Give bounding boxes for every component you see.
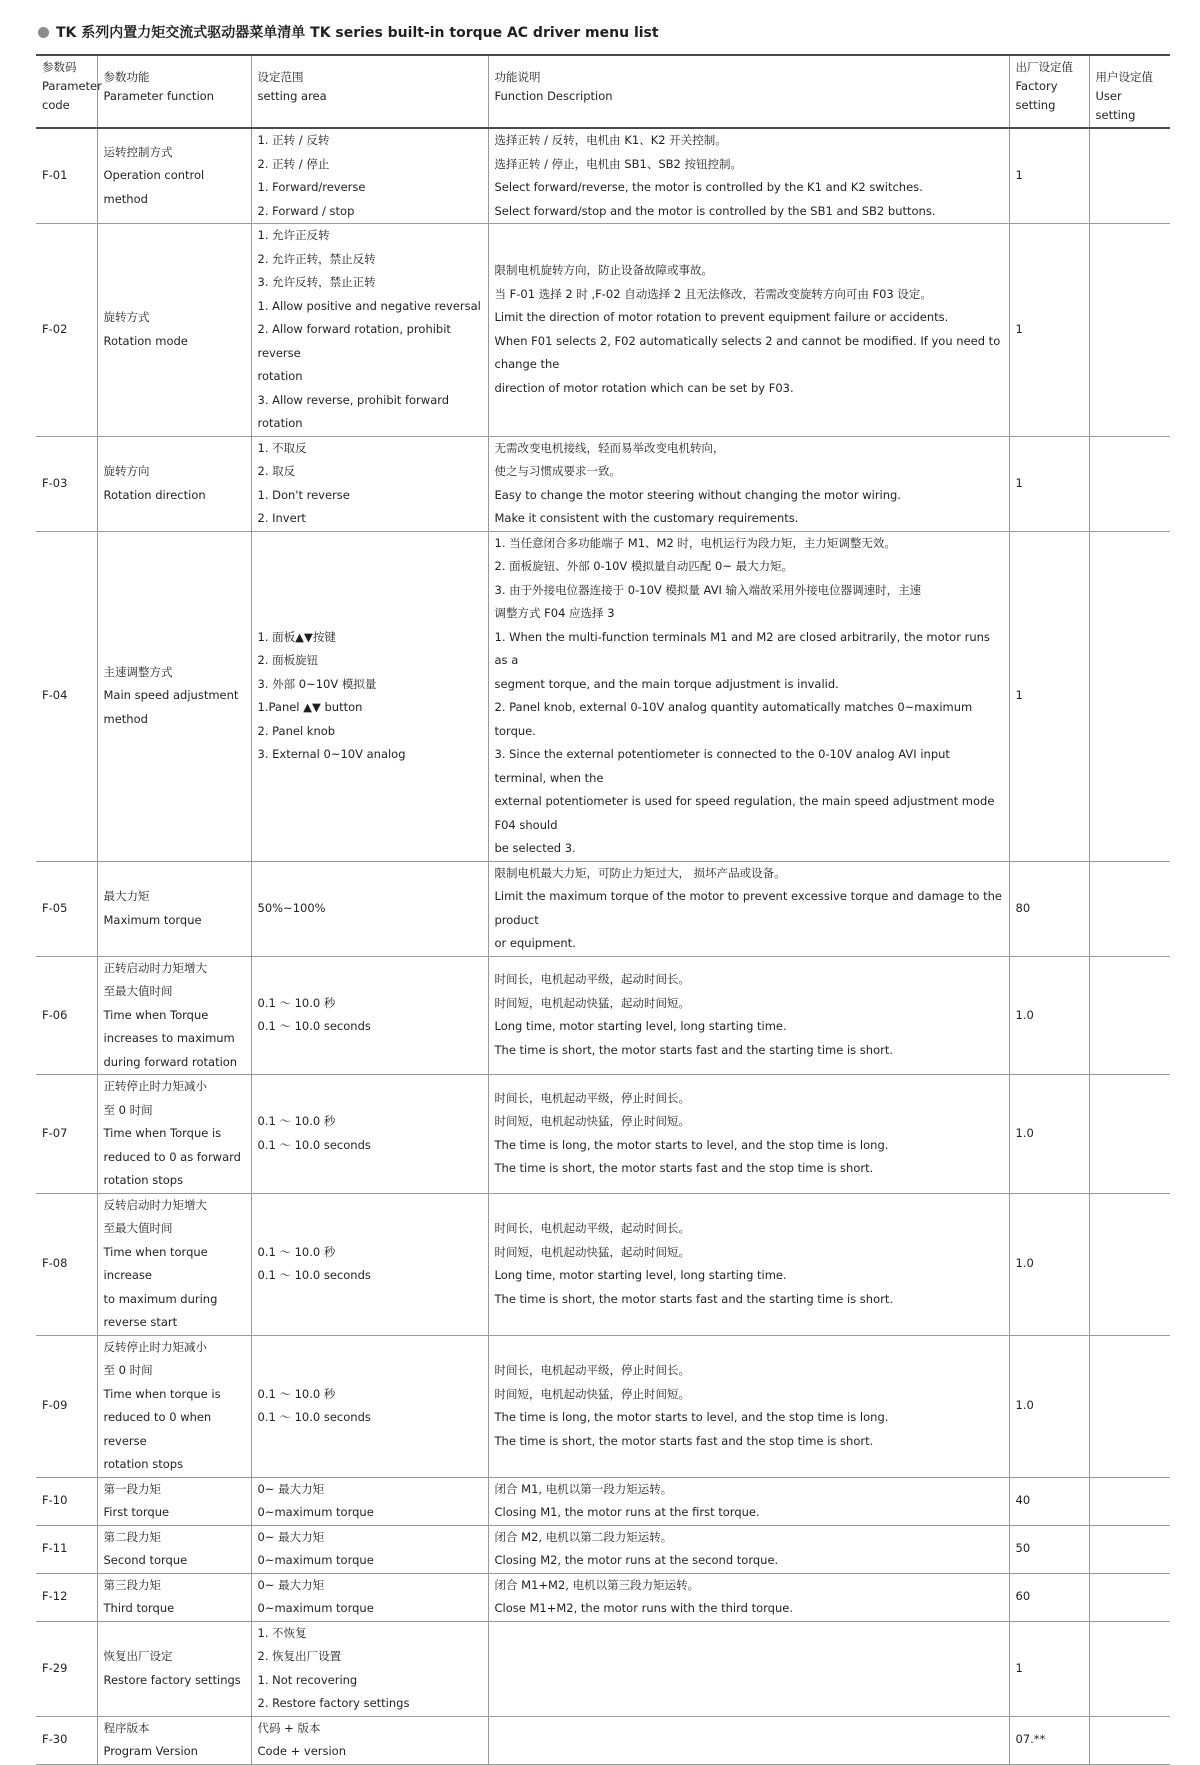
parameter-function-line: rotation stops — [103, 1457, 184, 1471]
setting-range-cell — [251, 861, 488, 956]
setting-range-line: 0.1 ～ 10.0 秒 — [257, 1386, 336, 1401]
table-row — [36, 436, 1170, 531]
parameter-code-cell — [36, 224, 97, 437]
function-description-cell — [488, 1193, 1009, 1335]
function-description-line: 1. 当任意闭合多功能端子 M1、M2 时，电机运行为段力矩，主力矩调整无效。 — [494, 535, 896, 550]
factory-setting-cell — [1009, 436, 1089, 531]
parameter-function-line: Third torque — [103, 1601, 175, 1615]
function-description-line: external potentiometer is used for speed regulation, the main speed adjustment mode F04 should — [494, 794, 995, 832]
header-parameter-function: 参数功能 Parameter function — [97, 55, 251, 128]
function-description-line: 时间长，电机起动平级，起动时间长。 — [494, 972, 690, 987]
parameter-code-value: F-10 — [42, 1493, 68, 1508]
user-setting-cell — [1089, 128, 1170, 224]
function-description-cell — [488, 224, 1009, 437]
parameter-code-value: F-05 — [42, 900, 68, 915]
parameter-function-cell — [97, 1075, 251, 1194]
header-user-setting: 用户设定值 User setting — [1089, 55, 1170, 128]
setting-range-line: 1. 不取反 — [257, 440, 307, 455]
function-description-cell — [488, 1716, 1009, 1764]
parameter-code-value: F-07 — [42, 1126, 68, 1140]
factory-setting-cell — [1009, 1621, 1089, 1716]
parameter-function-cell — [97, 861, 251, 956]
parameter-code-cell — [36, 128, 97, 224]
factory-setting-cell — [1009, 1573, 1089, 1621]
table-row — [36, 531, 1170, 861]
function-description-line: 时间短，电机起动快猛，停止时间短。 — [494, 1386, 690, 1401]
function-description-line: be selected 3. — [494, 841, 576, 855]
parameter-function-line: 运转控制方式 — [103, 144, 173, 159]
setting-range-line: 1.Panel ▲▼ button — [257, 700, 363, 714]
header-setting-area: 设定范围 setting area — [251, 55, 488, 128]
factory-setting-value: 1 — [1015, 1660, 1023, 1675]
setting-range-line: 0.1 ～ 10.0 秒 — [257, 995, 336, 1010]
function-description-line: 3. Since the external potentiometer is connected to the 0-10V analog AVI input terminal, when the — [494, 747, 950, 785]
parameter-code-cell — [36, 861, 97, 956]
function-description-line: 限制电机旋转方向，防止设备故障或事故。 — [494, 263, 713, 278]
function-description-line: When F01 selects 2, F02 automatically selects 2 and cannot be modified. If you need to change the — [494, 333, 1001, 372]
function-description-line: Long time, motor starting level, long starting time. — [494, 1019, 787, 1034]
function-description-line: or equipment. — [494, 936, 576, 950]
table-row — [36, 1477, 1170, 1525]
setting-range-line: rotation — [257, 369, 303, 383]
factory-setting-cell — [1009, 1525, 1089, 1573]
function-description-line: 闭合 M1, 电机以第一段力矩运转。 — [494, 1481, 673, 1496]
factory-setting-value: 1 — [1015, 688, 1023, 703]
setting-range-line: 1. Forward/reverse — [257, 180, 366, 194]
parameter-function-line: rotation stops — [103, 1173, 184, 1187]
parameter-code-value: F-09 — [42, 1398, 68, 1413]
setting-range-cell — [251, 1716, 488, 1764]
parameter-code-value: F-30 — [42, 1732, 68, 1747]
parameter-code-value: F-02 — [42, 322, 68, 336]
function-description-line: 2. Panel knob, external 0-10V analog quantity automatically matches 0~maximum torque. — [494, 700, 973, 738]
user-setting-cell — [1089, 861, 1170, 956]
parameter-function-line: 反转停止时力矩减小 — [103, 1339, 207, 1354]
parameter-function-line: 至 0 时间 — [103, 1363, 153, 1377]
function-description-cell — [488, 1335, 1009, 1477]
setting-range-line: 0~ 最大力矩 — [257, 1529, 325, 1544]
setting-range-line: 0.1 ～ 10.0 秒 — [257, 1114, 336, 1129]
setting-range-line: 0~ 最大力矩 — [257, 1577, 325, 1592]
function-description-line: The time is long, the motor starts to level, and the stop time is long. — [494, 1137, 889, 1152]
factory-setting-cell — [1009, 224, 1089, 437]
parameter-code-cell — [36, 531, 97, 861]
parameter-code-cell — [36, 1525, 97, 1573]
page-title-text: TK 系列内置力矩交流式驱动器菜单清单 TK series built-in torque AC driver menu list — [56, 25, 659, 41]
parameter-function-line: to maximum during — [103, 1291, 218, 1306]
setting-range-cell — [251, 436, 488, 531]
setting-range-cell — [251, 224, 488, 437]
parameter-function-line: 正转启动时力矩增大 — [103, 960, 207, 975]
function-description-cell — [488, 1477, 1009, 1525]
setting-range-line: 2. 允许正转，禁止反转 — [257, 251, 376, 266]
function-description-line: Select forward/reverse, the motor is controlled by the K1 and K2 switches. — [494, 180, 923, 194]
function-description-line: Make it consistent with the customary requirements. — [494, 511, 799, 525]
function-description-line: segment torque, and the main torque adjustment is invalid. — [494, 676, 839, 691]
function-description-line: The time is long, the motor starts to level, and the stop time is long. — [494, 1410, 889, 1424]
function-description-cell — [488, 531, 1009, 861]
factory-setting-value: 07.** — [1015, 1732, 1046, 1747]
setting-range-line: 0~maximum torque — [257, 1505, 374, 1519]
function-description-line: 时间长，电机起动平级，起动时间长。 — [494, 1221, 690, 1235]
function-description-cell — [488, 1573, 1009, 1621]
setting-range-line: 2. 恢复出厂设置 — [257, 1649, 342, 1663]
function-description-line: 1. When the multi-function terminals M1 and M2 are closed arbitrarily, the motor runs as a — [494, 629, 990, 667]
parameter-code-value: F-29 — [42, 1660, 68, 1675]
table-row — [36, 1716, 1170, 1764]
parameter-function-line: 至 0 时间 — [103, 1102, 153, 1117]
setting-range-line: 3. Allow reverse, prohibit forward rotation — [257, 392, 450, 430]
parameter-code-cell — [36, 436, 97, 531]
parameter-function-line: Time when torque increase — [103, 1244, 208, 1282]
function-description-line: Long time, motor starting level, long starting time. — [494, 1268, 787, 1282]
parameter-function-line: Restore factory settings — [103, 1672, 241, 1687]
parameter-function-line: 程序版本 — [103, 1720, 150, 1735]
function-description-line: 时间短，电机起动快猛，停止时间短。 — [494, 1114, 690, 1129]
table-row — [36, 1525, 1170, 1573]
table-row — [36, 1573, 1170, 1621]
setting-range-line: 0.1 ～ 10.0 seconds — [257, 1137, 371, 1152]
factory-setting-value: 80 — [1015, 900, 1031, 915]
setting-range-line: 0~maximum torque — [257, 1601, 374, 1615]
function-description-line: 时间长，电机起动平级，停止时间长。 — [494, 1363, 690, 1377]
parameter-code-cell — [36, 1075, 97, 1194]
parameter-function-line: Second torque — [103, 1553, 188, 1567]
setting-range-cell — [251, 128, 488, 224]
parameter-function-line: 第一段力矩 — [103, 1481, 161, 1496]
setting-range-line: 2. Allow forward rotation, prohibit reverse — [257, 322, 451, 360]
function-description-cell — [488, 1621, 1009, 1716]
factory-setting-value: 50 — [1015, 1541, 1031, 1556]
setting-range-cell — [251, 1193, 488, 1335]
function-description-line: Limit the direction of motor rotation to prevent equipment failure or accidents. — [494, 310, 949, 325]
setting-range-cell — [251, 956, 488, 1075]
parameter-function-line: 至最大值时间 — [103, 984, 173, 998]
parameter-code-value: F-03 — [42, 475, 68, 490]
user-setting-cell — [1089, 956, 1170, 1075]
factory-setting-value: 1.0 — [1015, 1256, 1034, 1271]
function-description-line: Closing M1, the motor runs at the first torque. — [494, 1505, 760, 1519]
function-description-line: 选择正转 / 停止，电机由 SB1、SB2 按钮控制。 — [494, 156, 743, 171]
bullet-dot-icon — [38, 27, 49, 38]
parameter-function-line: 正转停止时力矩减小 — [103, 1079, 207, 1093]
header-function-description: 功能说明 Function Description — [488, 55, 1009, 128]
user-setting-cell — [1089, 1525, 1170, 1573]
parameter-function-line: Operation control method — [103, 168, 205, 206]
parameter-function-line: 旋转方式 — [103, 310, 150, 325]
parameter-function-line: reduced to 0 as forward — [103, 1149, 241, 1164]
setting-range-line: 0~ 最大力矩 — [257, 1481, 325, 1496]
function-description-line: 时间长，电机起动平级，停止时间长。 — [494, 1090, 690, 1105]
setting-range-line: 3. External 0~10V analog — [257, 747, 406, 761]
factory-setting-value: 1 — [1015, 168, 1023, 183]
factory-setting-value: 40 — [1015, 1493, 1031, 1508]
parameter-function-line: 主速调整方式 — [103, 664, 173, 679]
parameter-code-value: F-08 — [42, 1256, 68, 1271]
user-setting-cell — [1089, 224, 1170, 437]
factory-setting-cell — [1009, 861, 1089, 956]
setting-range-line: 0.1 ～ 10.0 秒 — [257, 1244, 336, 1259]
function-description-line: 调整方式 F04 应选择 3 — [494, 606, 615, 620]
parameter-function-line: 反转启动时力矩增大 — [103, 1197, 207, 1212]
table-row — [36, 1621, 1170, 1716]
parameter-code-cell — [36, 1621, 97, 1716]
parameter-function-line: increases to maximum — [103, 1031, 235, 1045]
function-description-line: 限制电机最大力矩，可防止力矩过大， 损坏产品或设备。 — [494, 865, 786, 880]
function-description-line: 时间短，电机起动快猛，起动时间短。 — [494, 1244, 690, 1259]
function-description-cell — [488, 1525, 1009, 1573]
function-description-line: 闭合 M2, 电机以第二段力矩运转。 — [494, 1529, 673, 1544]
table-row — [36, 956, 1170, 1075]
setting-range-line: 1. Not recovering — [257, 1672, 358, 1687]
user-setting-cell — [1089, 1477, 1170, 1525]
table-row — [36, 128, 1170, 224]
parameter-function-line: Maximum torque — [103, 912, 202, 927]
table-row — [36, 1335, 1170, 1477]
user-setting-cell — [1089, 1716, 1170, 1764]
function-description-cell — [488, 956, 1009, 1075]
setting-range-line: 2. Restore factory settings — [257, 1696, 410, 1710]
setting-range-cell — [251, 1525, 488, 1573]
function-description-line: The time is short, the motor starts fast and the starting time is short. — [494, 1291, 893, 1306]
function-description-line: 选择正转 / 反转，电机由 K1、K2 开关控制。 — [494, 133, 727, 147]
setting-range-line: 3. 允许反转，禁止正转 — [257, 275, 376, 289]
user-setting-cell — [1089, 1621, 1170, 1716]
parameter-code-cell — [36, 1335, 97, 1477]
user-setting-cell — [1089, 1193, 1170, 1335]
parameter-function-line: Time when Torque — [103, 1007, 209, 1022]
function-description-line: 2. 面板旋钮、外部 0-10V 模拟量自动匹配 0~ 最大力矩。 — [494, 559, 794, 573]
user-setting-cell — [1089, 1573, 1170, 1621]
user-setting-cell — [1089, 531, 1170, 861]
parameter-menu-table — [36, 54, 1170, 1765]
parameter-function-cell — [97, 436, 251, 531]
parameter-function-line: Time when Torque is — [103, 1126, 222, 1140]
user-setting-cell — [1089, 436, 1170, 531]
function-description-line: 时间短，电机起动快猛，起动时间短。 — [494, 995, 690, 1010]
setting-range-line: 1. Allow positive and negative reversal — [257, 298, 481, 313]
parameter-function-line: Main speed adjustment — [103, 688, 239, 703]
factory-setting-cell — [1009, 1193, 1089, 1335]
function-description-line: 无需改变电机接线，轻而易举改变电机转向， — [494, 440, 725, 455]
setting-range-cell — [251, 531, 488, 861]
parameter-function-line: 第三段力矩 — [103, 1577, 161, 1592]
setting-range-cell — [251, 1335, 488, 1477]
parameter-code-value: F-06 — [42, 1007, 68, 1022]
setting-range-line: 1. 正转 / 反转 — [257, 133, 330, 147]
setting-range-line: 1. 面板▲▼按键 — [257, 629, 336, 644]
setting-range-line: 1. 不恢复 — [257, 1625, 307, 1640]
factory-setting-cell — [1009, 1075, 1089, 1194]
parameter-function-line: Time when torque is — [103, 1386, 221, 1401]
factory-setting-cell — [1009, 956, 1089, 1075]
setting-range-cell — [251, 1075, 488, 1194]
parameter-function-line: Rotation mode — [103, 333, 188, 348]
function-description-line: direction of motor rotation which can be set by F03. — [494, 380, 794, 395]
parameter-code-cell — [36, 1716, 97, 1764]
function-description-line: Select forward/stop and the motor is controlled by the SB1 and SB2 buttons. — [494, 203, 936, 218]
parameter-function-cell — [97, 1335, 251, 1477]
setting-range-line: 代码 + 版本 — [257, 1720, 321, 1735]
header-factory-setting: 出厂设定值 Factory setting — [1009, 55, 1089, 128]
parameter-function-line: 第二段力矩 — [103, 1529, 161, 1544]
parameter-function-line: 至最大值时间 — [103, 1221, 173, 1235]
parameter-function-cell — [97, 956, 251, 1075]
setting-range-line: 0.1 ～ 10.0 seconds — [257, 1410, 371, 1424]
parameter-code-cell — [36, 1477, 97, 1525]
parameter-function-cell — [97, 1716, 251, 1764]
parameter-function-line: Rotation direction — [103, 487, 206, 502]
parameter-function-cell — [97, 531, 251, 861]
function-description-line: Easy to change the motor steering without changing the motor wiring. — [494, 487, 901, 502]
setting-range-line: 2. 取反 — [257, 464, 296, 478]
parameter-function-line: First torque — [103, 1505, 170, 1519]
parameter-function-line: Program Version — [103, 1744, 198, 1758]
header-parameter-code: 参数码 Parameter code — [36, 55, 97, 128]
setting-range-line: 0.1 ～ 10.0 seconds — [257, 1268, 371, 1282]
setting-range-line: 3. 外部 0~10V 模拟量 — [257, 676, 377, 691]
parameter-code-value: F-11 — [42, 1541, 68, 1556]
function-description-cell — [488, 436, 1009, 531]
setting-range-line: 2. 面板旋钮 — [257, 653, 319, 667]
factory-setting-value: 60 — [1015, 1589, 1031, 1604]
setting-range-line: 2. Forward / stop — [257, 203, 355, 218]
parameter-function-line: during forward rotation — [103, 1054, 238, 1069]
function-description-line: Limit the maximum torque of the motor to prevent excessive torque and damage to the product — [494, 889, 1002, 927]
factory-setting-value: 1.0 — [1015, 1398, 1034, 1413]
function-description-line: 当 F-01 选择 2 时 ,F-02 自动选择 2 且无法修改，若需改变旋转方向可由 F03 设定。 — [494, 286, 932, 301]
parameter-function-line: 最大力矩 — [103, 889, 150, 903]
table-row — [36, 1075, 1170, 1194]
function-description-line: Close M1+M2, the motor runs with the third torque. — [494, 1601, 794, 1615]
setting-range-line: 50%~100% — [257, 900, 326, 915]
parameter-function-cell — [97, 224, 251, 437]
setting-range-line: 0.1 ～ 10.0 seconds — [257, 1019, 371, 1034]
setting-range-line: 0~maximum torque — [257, 1553, 374, 1567]
factory-setting-cell — [1009, 531, 1089, 861]
setting-range-line: Code + version — [257, 1744, 347, 1758]
setting-range-line: 1. 允许正反转 — [257, 228, 330, 242]
user-setting-cell — [1089, 1335, 1170, 1477]
parameter-code-value: F-12 — [42, 1589, 68, 1604]
parameter-function-line: 恢复出厂设定 — [103, 1649, 173, 1663]
function-description-line: 3. 由于外接电位器连接于 0-10V 模拟量 AVI 输入端故采用外接电位器调速时，主速 — [494, 582, 922, 597]
parameter-function-cell — [97, 128, 251, 224]
parameter-code-cell — [36, 1573, 97, 1621]
parameter-function-cell — [97, 1193, 251, 1335]
parameter-function-cell — [97, 1477, 251, 1525]
function-description-line: 闭合 M1+M2, 电机以第三段力矩运转。 — [494, 1577, 700, 1592]
function-description-line: The time is short, the motor starts fast and the starting time is short. — [494, 1042, 893, 1057]
parameter-function-cell — [97, 1573, 251, 1621]
parameter-function-line: reverse start — [103, 1315, 178, 1329]
table-row — [36, 224, 1170, 437]
function-description-line: The time is short, the motor starts fast and the stop time is short. — [494, 1161, 874, 1176]
table-row — [36, 861, 1170, 956]
parameter-function-line: 旋转方向 — [103, 464, 150, 478]
function-description-cell — [488, 128, 1009, 224]
function-description-line: Closing M2, the motor runs at the second torque. — [494, 1553, 779, 1567]
function-description-cell — [488, 1075, 1009, 1194]
table-header-row — [36, 55, 1170, 128]
setting-range-cell — [251, 1573, 488, 1621]
factory-setting-value: 1 — [1015, 475, 1023, 490]
parameter-function-line: method — [103, 711, 148, 726]
setting-range-line: 1. Don't reverse — [257, 487, 350, 502]
setting-range-cell — [251, 1621, 488, 1716]
function-description-cell — [488, 861, 1009, 956]
factory-setting-cell — [1009, 1716, 1089, 1764]
table-row — [36, 1193, 1170, 1335]
page-title — [38, 20, 659, 44]
parameter-code-value: F-01 — [42, 168, 68, 183]
parameter-code-cell — [36, 1193, 97, 1335]
parameter-function-cell — [97, 1621, 251, 1716]
setting-range-line: 2. Panel knob — [257, 723, 336, 738]
factory-setting-value: 1 — [1015, 322, 1023, 336]
function-description-line: 使之与习惯成要求一致。 — [494, 464, 621, 478]
user-setting-cell — [1089, 1075, 1170, 1194]
parameter-code-cell — [36, 956, 97, 1075]
setting-range-line: 2. 正转 / 停止 — [257, 156, 330, 171]
parameter-function-cell — [97, 1525, 251, 1573]
factory-setting-cell — [1009, 1335, 1089, 1477]
factory-setting-value: 1.0 — [1015, 1007, 1034, 1022]
setting-range-cell — [251, 1477, 488, 1525]
setting-range-line: 2. Invert — [257, 511, 306, 525]
factory-setting-value: 1.0 — [1015, 1126, 1034, 1140]
factory-setting-cell — [1009, 1477, 1089, 1525]
parameter-code-value: F-04 — [42, 688, 68, 703]
factory-setting-cell — [1009, 128, 1089, 224]
function-description-line: The time is short, the motor starts fast and the stop time is short. — [494, 1433, 874, 1448]
parameter-function-line: reduced to 0 when reverse — [103, 1410, 212, 1448]
